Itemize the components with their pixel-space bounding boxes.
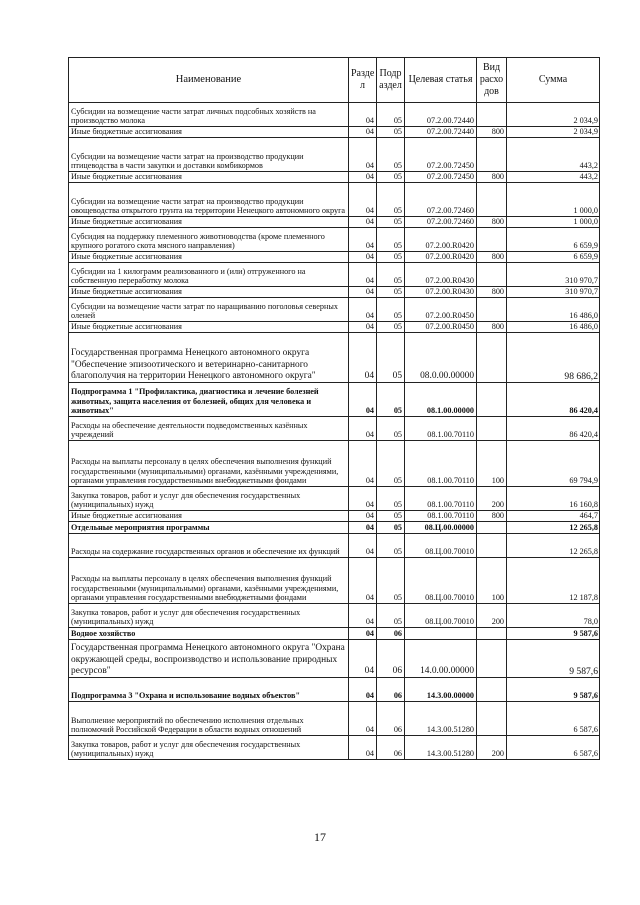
row-name: Государственная программа Ненецкого автономного округа "Обеспечение эпизоотического и ветеринарно-санитарного благополучия на территории Ненецкого автономного округа": [69, 333, 349, 383]
row-celevaya-statya: 07.2.00.72440: [405, 103, 477, 127]
row-razdel: 04: [349, 487, 377, 511]
row-razdel: 04: [349, 628, 377, 640]
row-vid-rashodov: 800: [477, 127, 507, 138]
row-razdel: 04: [349, 511, 377, 522]
row-name: Отдельные мероприятия программы: [69, 522, 349, 534]
row-vid-rashodov: [477, 103, 507, 127]
row-name: Закупка товаров, работ и услуг для обеспечения государственных (муниципальных) нужд: [69, 487, 349, 511]
table-row: [69, 604, 600, 628]
row-razdel: 04: [349, 604, 377, 628]
row-name: Иные бюджетные ассигнования: [69, 172, 349, 183]
row-name: Водное хозяйство: [69, 628, 349, 640]
row-summa: 2 034,9: [507, 127, 600, 138]
row-vid-rashodov: 200: [477, 736, 507, 760]
row-celevaya-statya: 14.3.00.51280: [405, 702, 477, 736]
row-name: Закупка товаров, работ и услуг для обеспечения государственных (муниципальных) нужд: [69, 736, 349, 760]
row-celevaya-statya: 07.2.00.72460: [405, 217, 477, 228]
row-summa: 443,2: [507, 172, 600, 183]
row-summa: 12 265,8: [507, 534, 600, 558]
row-razdel: 04: [349, 103, 377, 127]
row-razdel: 04: [349, 263, 377, 287]
row-vid-rashodov: [477, 298, 507, 322]
row-vid-rashodov: 800: [477, 217, 507, 228]
row-podrazdel: 05: [377, 252, 405, 263]
table-row: [69, 217, 600, 228]
table-row: [69, 228, 600, 252]
header-celevaya-statya: Целевая статья: [405, 58, 477, 103]
header-name: Наименование: [69, 58, 349, 103]
row-celevaya-statya: 08.Ц.00.70010: [405, 604, 477, 628]
row-vid-rashodov: [477, 263, 507, 287]
row-summa: 69 794,9: [507, 441, 600, 487]
row-razdel: 04: [349, 441, 377, 487]
row-celevaya-statya: 08.Ц.00.70010: [405, 534, 477, 558]
row-podrazdel: 05: [377, 183, 405, 217]
table-row: [69, 558, 600, 604]
row-vid-rashodov: 800: [477, 252, 507, 263]
table-row: [69, 511, 600, 522]
row-vid-rashodov: [477, 383, 507, 417]
row-vid-rashodov: [477, 228, 507, 252]
table-row: [69, 287, 600, 298]
row-celevaya-statya: 07.2.00.R0420: [405, 252, 477, 263]
row-podrazdel: 05: [377, 487, 405, 511]
row-vid-rashodov: 800: [477, 322, 507, 333]
row-celevaya-statya: 07.2.00.72450: [405, 172, 477, 183]
row-podrazdel: 05: [377, 383, 405, 417]
row-celevaya-statya: 07.2.00.R0450: [405, 298, 477, 322]
table-body: [69, 103, 600, 760]
row-podrazdel: 05: [377, 298, 405, 322]
table-row: [69, 263, 600, 287]
row-celevaya-statya: 07.2.00.72440: [405, 127, 477, 138]
row-celevaya-statya: 08.1.00.70110: [405, 417, 477, 441]
page-number: 17: [314, 830, 326, 844]
table-row: [69, 127, 600, 138]
table-header-row: [69, 58, 600, 103]
row-podrazdel: 05: [377, 522, 405, 534]
row-razdel: 04: [349, 252, 377, 263]
header-summa: Сумма: [507, 58, 600, 103]
row-podrazdel: 05: [377, 172, 405, 183]
row-summa: 443,2: [507, 138, 600, 172]
row-vid-rashodov: [477, 522, 507, 534]
row-vid-rashodov: [477, 702, 507, 736]
row-vid-rashodov: 800: [477, 511, 507, 522]
row-name: Расходы на содержание государственных органов и обеспечение их функций: [69, 534, 349, 558]
row-name: Субсидия на поддержку племенного животноводства (кроме племенного крупного рогатого скота мясного направления): [69, 228, 349, 252]
row-celevaya-statya: 08.1.00.70110: [405, 511, 477, 522]
row-summa: 16 160,8: [507, 487, 600, 511]
row-podrazdel: 05: [377, 217, 405, 228]
row-vid-rashodov: 200: [477, 487, 507, 511]
row-razdel: 04: [349, 172, 377, 183]
row-podrazdel: 05: [377, 287, 405, 298]
row-summa: 16 486,0: [507, 298, 600, 322]
row-podrazdel: 05: [377, 534, 405, 558]
row-razdel: 04: [349, 183, 377, 217]
table-row: [69, 522, 600, 534]
row-name: Подпрограмма 1 "Профилактика, диагностика и лечение болезней животных, защита населения от болезней, общих для человека и животных": [69, 383, 349, 417]
row-razdel: 04: [349, 417, 377, 441]
row-podrazdel: 05: [377, 228, 405, 252]
row-podrazdel: 06: [377, 628, 405, 640]
table-row: [69, 298, 600, 322]
row-razdel: 04: [349, 217, 377, 228]
row-razdel: 04: [349, 287, 377, 298]
table-row: [69, 322, 600, 333]
row-summa: 6 587,6: [507, 736, 600, 760]
row-podrazdel: 05: [377, 441, 405, 487]
row-podrazdel: 06: [377, 640, 405, 678]
header-podrazdel: Подр аздел: [377, 58, 405, 103]
row-celevaya-statya: 14.3.00.00000: [405, 678, 477, 702]
table-row: [69, 138, 600, 172]
table-row: [69, 487, 600, 511]
row-summa: 12 265,8: [507, 522, 600, 534]
row-vid-rashodov: 800: [477, 172, 507, 183]
row-razdel: 04: [349, 534, 377, 558]
row-name: Субсидии на 1 килограмм реализованного и (или) отгруженного на собственную переработку молока: [69, 263, 349, 287]
row-name: Иные бюджетные ассигнования: [69, 287, 349, 298]
row-razdel: 04: [349, 678, 377, 702]
row-summa: 98 686,2: [507, 333, 600, 383]
row-podrazdel: 06: [377, 702, 405, 736]
row-celevaya-statya: 07.2.00.R0430: [405, 263, 477, 287]
row-celevaya-statya: 08.1.00.70110: [405, 487, 477, 511]
row-podrazdel: 06: [377, 678, 405, 702]
row-razdel: 04: [349, 298, 377, 322]
table-row: [69, 183, 600, 217]
row-name: Иные бюджетные ассигнования: [69, 252, 349, 263]
row-vid-rashodov: [477, 183, 507, 217]
table-row: [69, 441, 600, 487]
row-summa: 86 420,4: [507, 383, 600, 417]
row-vid-rashodov: 100: [477, 558, 507, 604]
table-row: [69, 628, 600, 640]
row-summa: 9 587,6: [507, 628, 600, 640]
row-name: Закупка товаров, работ и услуг для обеспечения государственных (муниципальных) нужд: [69, 604, 349, 628]
table-row: [69, 172, 600, 183]
row-name: Иные бюджетные ассигнования: [69, 511, 349, 522]
row-podrazdel: 06: [377, 736, 405, 760]
row-summa: 1 000,0: [507, 183, 600, 217]
row-podrazdel: 05: [377, 127, 405, 138]
row-name: Расходы на обеспечение деятельности подведомственных казённых учреждений: [69, 417, 349, 441]
row-podrazdel: 05: [377, 103, 405, 127]
row-celevaya-statya: 07.2.00.72460: [405, 183, 477, 217]
row-name: Субсидии на возмещение части затрат на производство продукции птицеводства в части закупки и доставки комбикормов: [69, 138, 349, 172]
table-row: [69, 333, 600, 383]
row-summa: 6 587,6: [507, 702, 600, 736]
row-celevaya-statya: 14.0.00.00000: [405, 640, 477, 678]
row-vid-rashodov: [477, 628, 507, 640]
table-row: [69, 702, 600, 736]
table-row: [69, 678, 600, 702]
row-vid-rashodov: [477, 138, 507, 172]
row-vid-rashodov: [477, 640, 507, 678]
table-row: [69, 252, 600, 263]
table-row: [69, 383, 600, 417]
row-razdel: 04: [349, 333, 377, 383]
row-celevaya-statya: 07.2.00.R0430: [405, 287, 477, 298]
row-vid-rashodov: 800: [477, 287, 507, 298]
row-razdel: 04: [349, 138, 377, 172]
row-vid-rashodov: 200: [477, 604, 507, 628]
row-name: Расходы на выплаты персоналу в целях обеспечения выполнения функций государственными (муниципальными) органами, казёнными учреждениями, органами управления государственными внебюджетными фондами: [69, 441, 349, 487]
row-name: Иные бюджетные ассигнования: [69, 322, 349, 333]
row-celevaya-statya: [405, 628, 477, 640]
row-podrazdel: 05: [377, 263, 405, 287]
row-name: Иные бюджетные ассигнования: [69, 217, 349, 228]
row-razdel: 04: [349, 640, 377, 678]
row-summa: 86 420,4: [507, 417, 600, 441]
row-podrazdel: 05: [377, 604, 405, 628]
row-celevaya-statya: 08.Ц.00.70010: [405, 558, 477, 604]
row-name: Расходы на выплаты персоналу в целях обеспечения выполнения функций государственными (муниципальными) органами, казёнными учреждениями, органами управления государственными внебюджетными фондами: [69, 558, 349, 604]
row-name: Государственная программа Ненецкого автономного округа "Охрана окружающей среды, воспроизводство и использование природных ресурсов": [69, 640, 349, 678]
row-podrazdel: 05: [377, 322, 405, 333]
row-razdel: 04: [349, 522, 377, 534]
row-razdel: 04: [349, 127, 377, 138]
row-razdel: 04: [349, 322, 377, 333]
row-celevaya-statya: 08.0.00.00000: [405, 333, 477, 383]
table-row: [69, 640, 600, 678]
row-razdel: 04: [349, 736, 377, 760]
row-podrazdel: 05: [377, 417, 405, 441]
row-celevaya-statya: 07.2.00.R0420: [405, 228, 477, 252]
row-vid-rashodov: [477, 333, 507, 383]
table-row: [69, 103, 600, 127]
row-celevaya-statya: 08.Ц.00.00000: [405, 522, 477, 534]
row-summa: 464,7: [507, 511, 600, 522]
row-name: Субсидии на возмещение части затрат на производство продукции овощеводства открытого грунта на территории Ненецкого автономного округа: [69, 183, 349, 217]
budget-table: [68, 57, 600, 760]
row-name: Субсидии на возмещение части затрат личных подсобных хозяйств на производство молока: [69, 103, 349, 127]
row-summa: 78,0: [507, 604, 600, 628]
row-vid-rashodov: [477, 417, 507, 441]
row-razdel: 04: [349, 383, 377, 417]
row-summa: 2 034,9: [507, 103, 600, 127]
row-name: Иные бюджетные ассигнования: [69, 127, 349, 138]
row-summa: 310 970,7: [507, 263, 600, 287]
row-celevaya-statya: 08.1.00.70110: [405, 441, 477, 487]
row-podrazdel: 05: [377, 138, 405, 172]
row-summa: 9 587,6: [507, 678, 600, 702]
row-razdel: 04: [349, 558, 377, 604]
row-vid-rashodov: [477, 678, 507, 702]
row-name: Подпрограмма 3 "Охрана и использование водных объектов": [69, 678, 349, 702]
row-celevaya-statya: 07.2.00.R0450: [405, 322, 477, 333]
row-summa: 310 970,7: [507, 287, 600, 298]
row-podrazdel: 05: [377, 558, 405, 604]
row-summa: 6 659,9: [507, 228, 600, 252]
table-row: [69, 417, 600, 441]
row-name: Выполнение мероприятий по обеспечению исполнения отдельных полномочий Российской Федерации в области водных отношений: [69, 702, 349, 736]
row-summa: 6 659,9: [507, 252, 600, 263]
table-row: [69, 534, 600, 558]
row-summa: 16 486,0: [507, 322, 600, 333]
header-razdel: Разде л: [349, 58, 377, 103]
row-celevaya-statya: 14.3.00.51280: [405, 736, 477, 760]
row-vid-rashodov: 100: [477, 441, 507, 487]
row-summa: 1 000,0: [507, 217, 600, 228]
row-summa: 12 187,8: [507, 558, 600, 604]
row-razdel: 04: [349, 702, 377, 736]
row-celevaya-statya: 08.1.00.00000: [405, 383, 477, 417]
row-summa: 9 587,6: [507, 640, 600, 678]
row-name: Субсидии на возмещение части затрат по наращиванию поголовья северных оленей: [69, 298, 349, 322]
header-vid-rashodov: Вид расхо дов: [477, 58, 507, 103]
row-vid-rashodov: [477, 534, 507, 558]
row-podrazdel: 05: [377, 333, 405, 383]
table-row: [69, 736, 600, 760]
row-razdel: 04: [349, 228, 377, 252]
row-celevaya-statya: 07.2.00.72450: [405, 138, 477, 172]
row-podrazdel: 05: [377, 511, 405, 522]
